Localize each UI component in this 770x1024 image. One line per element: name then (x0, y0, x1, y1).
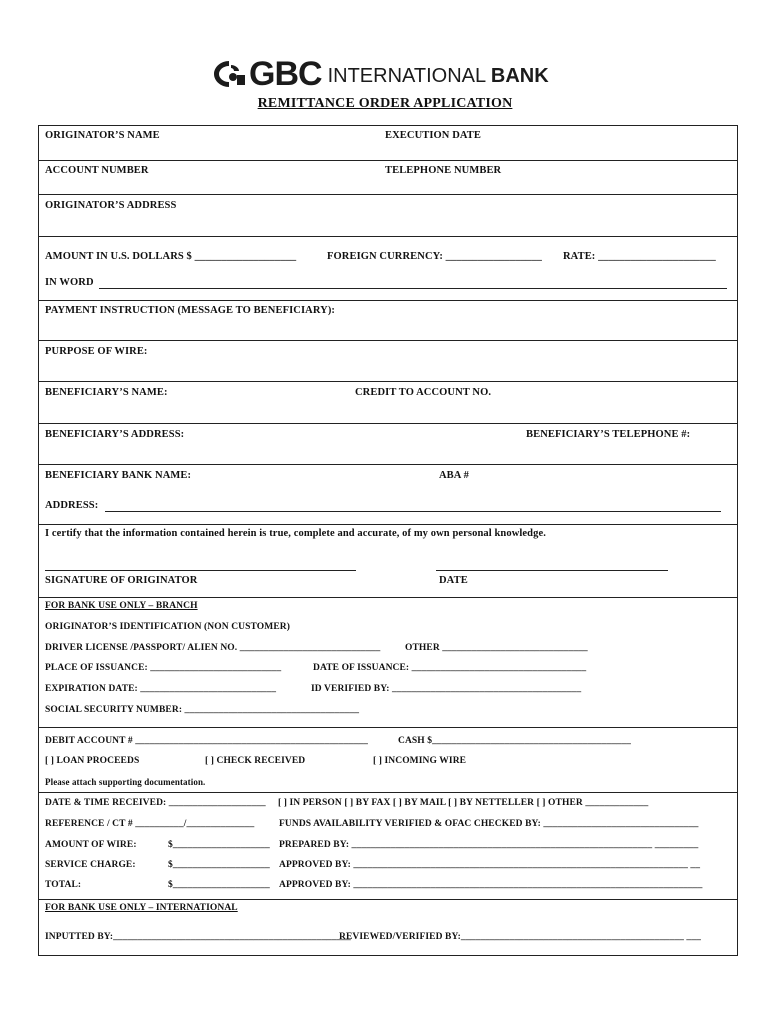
approved-by-field-2[interactable]: APPROVED BY: ________________________________________________________________________ (279, 880, 703, 890)
amount-of-wire-label: AMOUNT OF WIRE: (45, 840, 137, 850)
logo-brand-text: GBC (249, 55, 322, 93)
international-header: FOR BANK USE ONLY – INTERNATIONAL (45, 903, 238, 913)
divider (38, 423, 738, 424)
total-field[interactable]: $____________________ (168, 880, 270, 890)
id-verified-by-field[interactable]: ID VERIFIED BY: _______________________________________ (311, 684, 582, 694)
logo-text-bold: BANK (490, 65, 549, 87)
other-id-field[interactable]: OTHER ______________________________ (405, 643, 588, 653)
reviewed-by-field[interactable]: REVIEWED/VERIFIED BY:______________________________________________ ___ (339, 932, 701, 942)
account-number-label: ACCOUNT NUMBER (45, 165, 149, 176)
reference-field[interactable]: REFERENCE / CT # __________/______________ (45, 819, 255, 829)
branch-header: FOR BANK USE ONLY – BRANCH (45, 601, 198, 611)
date-label: DATE (439, 575, 468, 586)
loan-proceeds-checkbox[interactable]: [ ] LOAN PROCEEDS (45, 756, 140, 766)
approved-by-field-1[interactable]: APPROVED BY: _____________________________________________________________________ __ (279, 860, 701, 870)
receipt-method-checkboxes[interactable]: [ ] IN PERSON [ ] BY FAX [ ] BY MAIL [ ] BY NETTELLER [ ] OTHER _____________ (278, 798, 649, 808)
beneficiary-address-label: BENEFICIARY’S ADDRESS: (45, 429, 185, 440)
incoming-wire-checkbox[interactable]: [ ] INCOMING WIRE (373, 756, 467, 766)
divider (38, 194, 738, 195)
expiration-date-field[interactable]: EXPIRATION DATE: ____________________________ (45, 684, 277, 694)
address-line[interactable] (105, 511, 721, 512)
gbc-logo-icon (211, 59, 247, 89)
divider (38, 464, 738, 465)
address-label: ADDRESS: (45, 500, 99, 511)
in-word-label: IN WORD (45, 277, 94, 288)
logo-bank-text (328, 60, 549, 92)
prepared-by-field[interactable]: PREPARED BY: ______________________________________________________________ _________ (279, 840, 699, 850)
total-label: TOTAL: (45, 880, 82, 890)
divider (38, 381, 738, 382)
check-received-checkbox[interactable]: [ ] CHECK RECEIVED (205, 756, 306, 766)
divider (38, 160, 738, 161)
purpose-of-wire-label: PURPOSE OF WIRE: (45, 346, 148, 357)
date-of-issuance-field[interactable]: DATE OF ISSUANCE: ____________________________________ (313, 663, 587, 673)
originator-address-label: ORIGINATOR’S ADDRESS (45, 200, 177, 211)
service-charge-field[interactable]: $____________________ (168, 860, 270, 870)
divider (38, 340, 738, 341)
place-of-issuance-field[interactable]: PLACE OF ISSUANCE: ___________________________ (45, 663, 282, 673)
payment-instruction-label: PAYMENT INSTRUCTION (MESSAGE TO BENEFICIARY): (45, 305, 336, 316)
credit-account-label: CREDIT TO ACCOUNT NO. (355, 387, 492, 398)
cash-field[interactable]: CASH $_________________________________________ (398, 736, 631, 746)
signature-label: SIGNATURE OF ORIGINATOR (45, 575, 198, 586)
date-time-received-field[interactable]: DATE & TIME RECEIVED: ____________________ (45, 798, 266, 808)
originator-id-label: ORIGINATOR’S IDENTIFICATION (NON CUSTOMER) (45, 622, 290, 632)
rate-field[interactable]: RATE: ______________________ (563, 251, 716, 262)
logo-text-regular: INTERNATIONAL (327, 65, 486, 87)
amount-usd-field[interactable]: AMOUNT IN U.S. DOLLARS $ ___________________ (45, 251, 297, 262)
amount-of-wire-field[interactable]: $____________________ (168, 840, 270, 850)
divider (38, 236, 738, 237)
originator-section (38, 125, 738, 525)
service-charge-label: SERVICE CHARGE: (45, 860, 136, 870)
beneficiary-bank-name-label: BENEFICIARY BANK NAME: (45, 470, 192, 481)
aba-label: ABA # (439, 470, 469, 481)
debit-account-field[interactable]: DEBIT ACCOUNT # ________________________________________________ (45, 736, 369, 746)
ssn-field[interactable]: SOCIAL SECURITY NUMBER: ____________________________________ (45, 705, 360, 715)
beneficiary-name-label: BENEFICIARY’S NAME: (45, 387, 168, 398)
driver-license-field[interactable]: DRIVER LICENSE /PASSPORT/ ALIEN NO. _____________________________ (45, 643, 381, 653)
in-word-line[interactable] (99, 288, 727, 289)
funds-verified-field[interactable]: FUNDS AVAILABILITY VERIFIED & OFAC CHECKED BY: ________________________________ (279, 819, 699, 829)
signature-line[interactable] (45, 570, 356, 571)
certify-statement: I certify that the information contained herein is true, complete and accurate, of my own personal knowledge. (45, 528, 546, 539)
bank-logo (211, 55, 549, 93)
execution-date-label: EXECUTION DATE (385, 130, 482, 141)
divider (38, 300, 738, 301)
beneficiary-telephone-label: BENEFICIARY’S TELEPHONE #: (526, 429, 691, 440)
foreign-currency-field[interactable]: FOREIGN CURRENCY: __________________ (327, 251, 542, 262)
telephone-number-label: TELEPHONE NUMBER (385, 165, 502, 176)
date-line[interactable] (436, 570, 668, 571)
attach-docs-note: Please attach supporting documentation. (45, 777, 206, 787)
inputted-by-field[interactable]: INPUTTED BY:_________________________________________________ (45, 932, 351, 942)
originator-name-label: ORIGINATOR’S NAME (45, 130, 160, 141)
form-title: REMITTANCE ORDER APPLICATION (257, 96, 513, 111)
